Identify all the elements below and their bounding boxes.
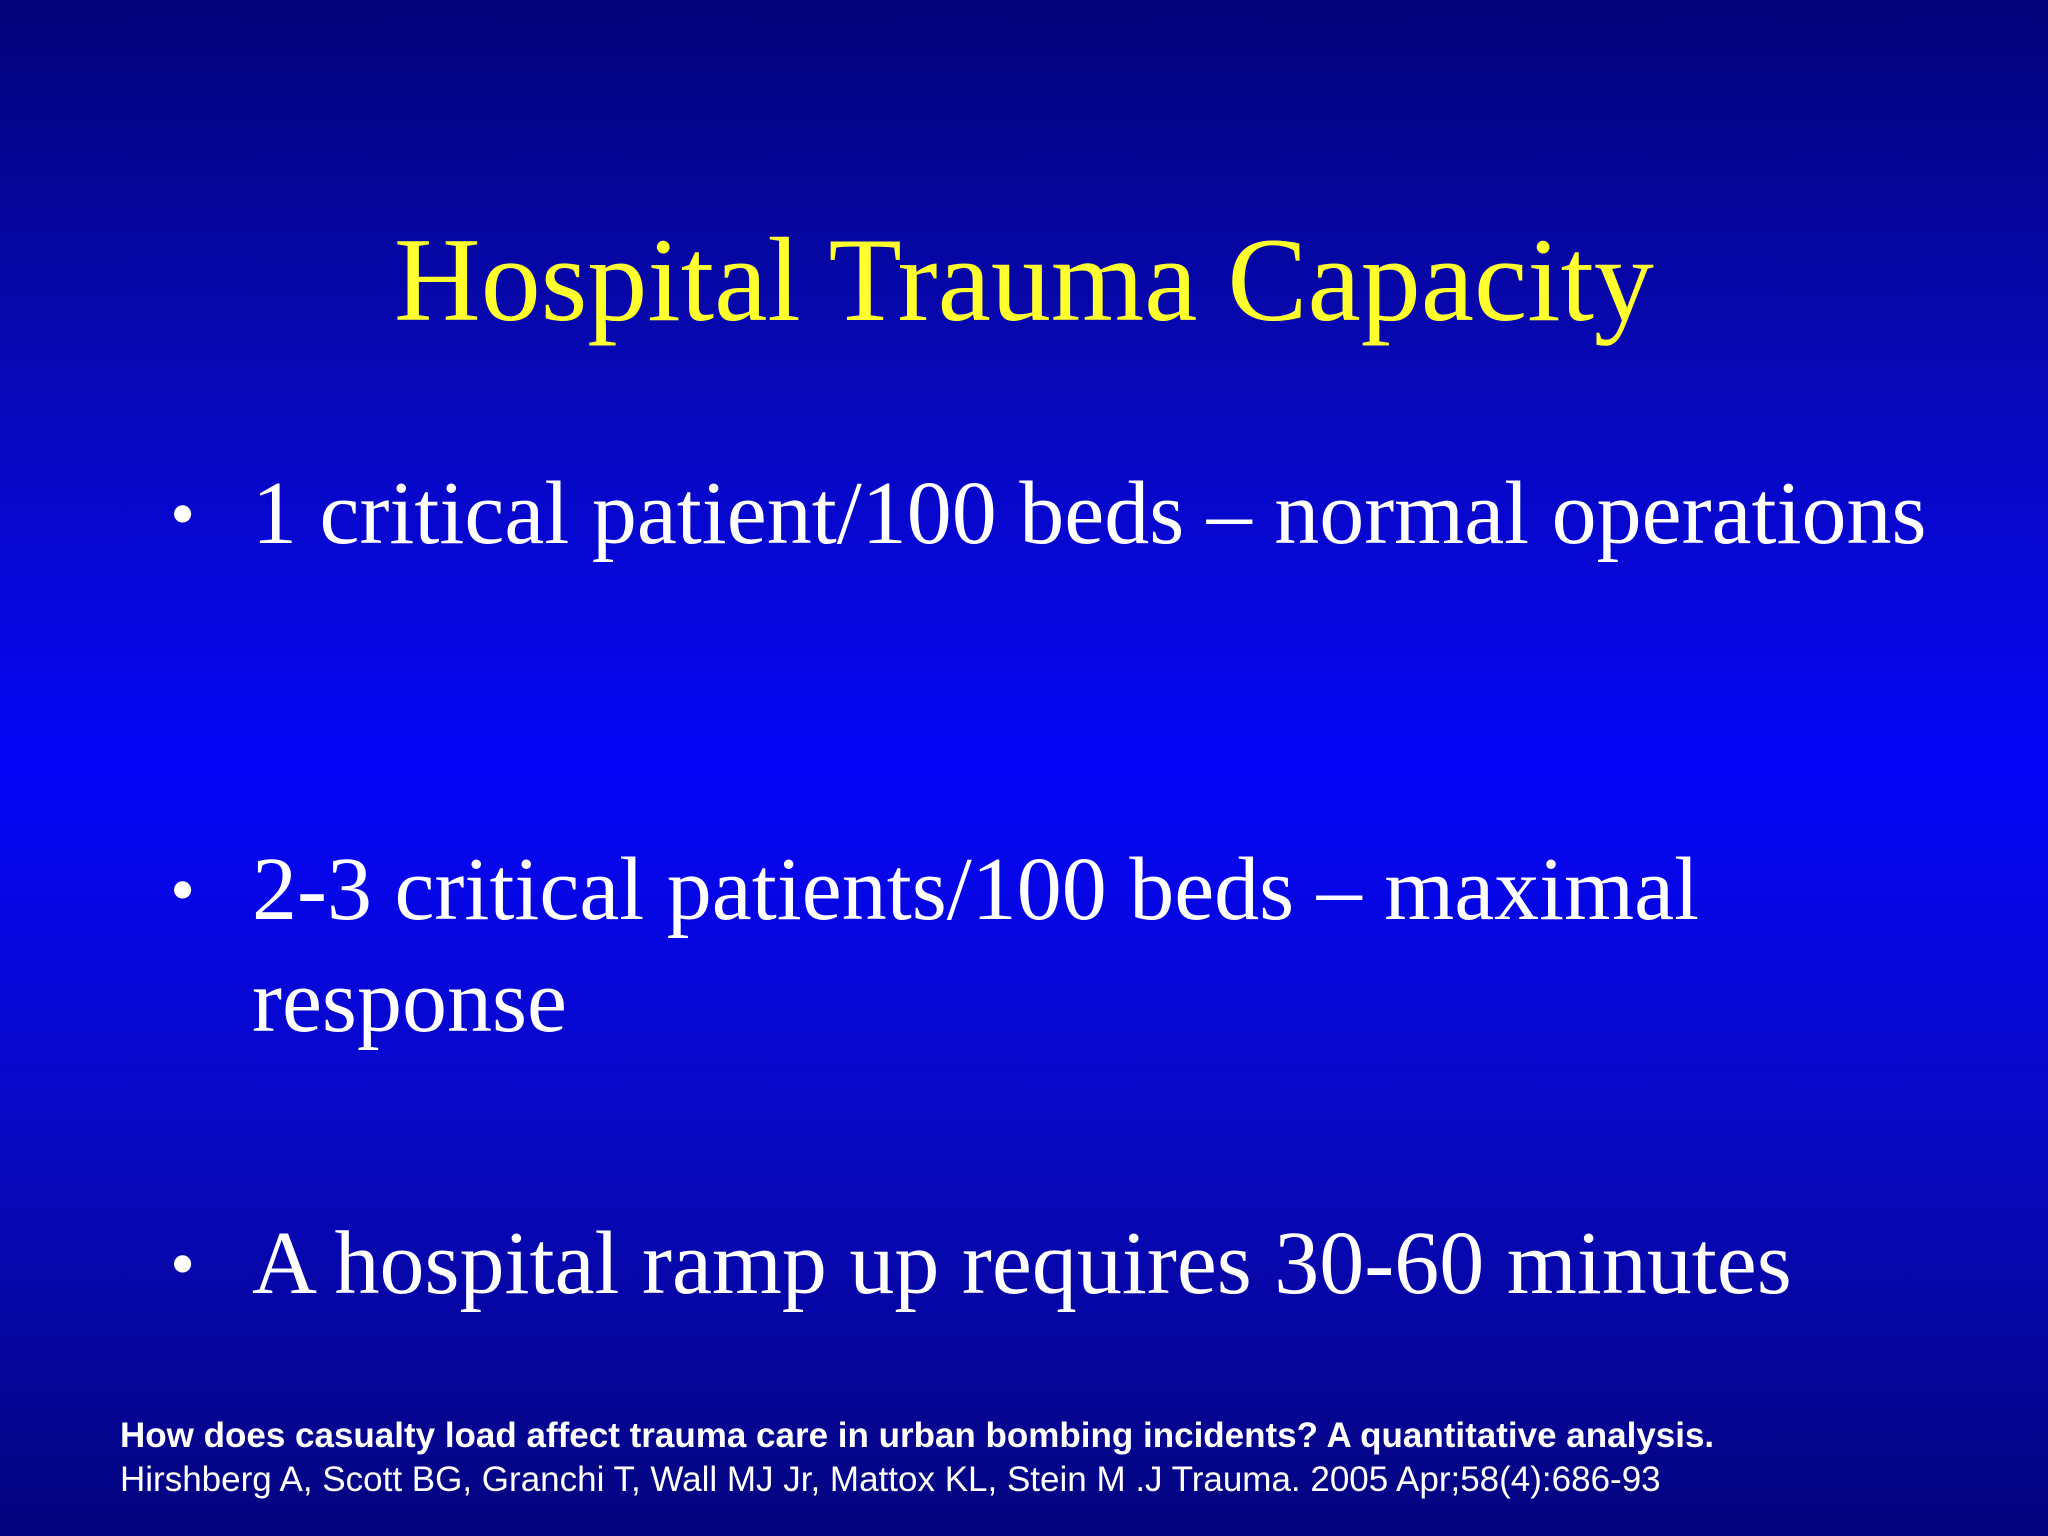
bullet-text: 2-3 critical patients/100 beds – maximal response bbox=[252, 840, 1700, 1051]
citation bbox=[120, 1414, 2020, 1502]
bullet-text: A hospital ramp up requires 30-60 minutes bbox=[252, 1214, 1792, 1313]
bullet-item bbox=[170, 1208, 2010, 1320]
bullet-marker: • bbox=[170, 474, 196, 554]
bullet-marker: • bbox=[170, 1224, 196, 1304]
citation-authors: Hirshberg A, Scott BG, Granchi T, Wall MJ Jr, Mattox KL, Stein M .J Trauma. 2005 Apr;58(4):686-93 bbox=[120, 1460, 1661, 1499]
bullet-item bbox=[170, 834, 2010, 1058]
slide-title: Hospital Trauma Capacity bbox=[394, 213, 1654, 346]
bullet-item bbox=[170, 458, 2010, 570]
bullet-text: 1 critical patient/100 beds – normal operations bbox=[252, 464, 1927, 563]
citation-title: How does casualty load affect trauma care in urban bombing incidents? A quantitative analysis. bbox=[120, 1416, 1715, 1455]
bullet-marker: • bbox=[170, 850, 196, 930]
